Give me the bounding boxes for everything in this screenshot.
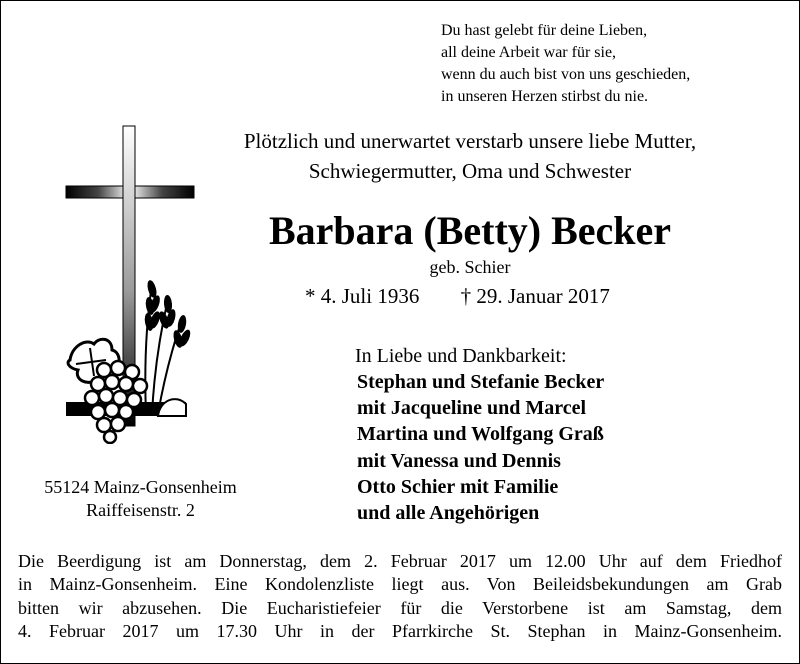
mourner-line: Stephan und Stefanie Becker bbox=[357, 371, 605, 393]
deceased-name: Barbara (Betty) Becker bbox=[268, 208, 672, 253]
mourner-line: und alle Angehörigen bbox=[357, 502, 540, 525]
mourner-line: mit Jacqueline und Marcel bbox=[357, 397, 587, 420]
address-block bbox=[18, 476, 263, 522]
poem-line: wenn du auch bist von uns geschieden, bbox=[441, 66, 691, 83]
mourner-line: Martina und Wolfgang Graß bbox=[357, 423, 604, 446]
funeral-line: in Mainz-Gonsenheim. Eine Kondolenzliste liegt aus. Von Beileidsbekundungen am Grab bbox=[18, 574, 782, 595]
cross-grapes-wheat-icon bbox=[60, 124, 200, 444]
life-dates bbox=[305, 282, 610, 310]
funeral-notice bbox=[18, 550, 782, 644]
poem-line: Du hast gelebt für deine Lieben, bbox=[441, 22, 648, 39]
address-city: 55124 Mainz-Gonsenheim bbox=[44, 477, 237, 497]
mourners-block bbox=[357, 343, 604, 526]
address-street: Raiffeisenstr. 2 bbox=[86, 500, 195, 520]
mourner-line: mit Vanessa und Dennis bbox=[357, 449, 561, 472]
poem bbox=[441, 20, 690, 108]
announcement-intro bbox=[225, 126, 715, 186]
birth-date: * 4. Juli 1936 bbox=[305, 284, 420, 308]
death-date: † 29. Januar 2017 bbox=[460, 284, 610, 308]
poem-line: all deine Arbeit war für sie, bbox=[441, 44, 617, 61]
funeral-line: 4. Februar 2017 um 17.30 Uhr in der Pfarrkirche St. Stephan in Mainz-Gonsenheim. bbox=[18, 621, 782, 642]
birth-name: geb. Schier bbox=[429, 257, 511, 277]
mourner-line: Otto Schier mit Familie bbox=[357, 475, 559, 498]
intro-line: Schwiegermutter, Oma und Schwester bbox=[308, 159, 632, 183]
mourners-heading: In Liebe und Dankbarkeit: bbox=[355, 345, 567, 367]
funeral-line: Die Beerdigung ist am Donnerstag, dem 2. Februar 2017 um 12.00 Uhr auf dem Friedhof bbox=[18, 551, 782, 571]
intro-line: Plötzlich und unerwartet verstarb unsere liebe Mutter, bbox=[243, 129, 697, 153]
poem-line: in unseren Herzen stirbst du nie. bbox=[441, 88, 649, 105]
funeral-line: bitten wir abzusehen. Die Eucharistiefeier für die Verstorbene ist am Samstag, dem bbox=[18, 597, 782, 618]
